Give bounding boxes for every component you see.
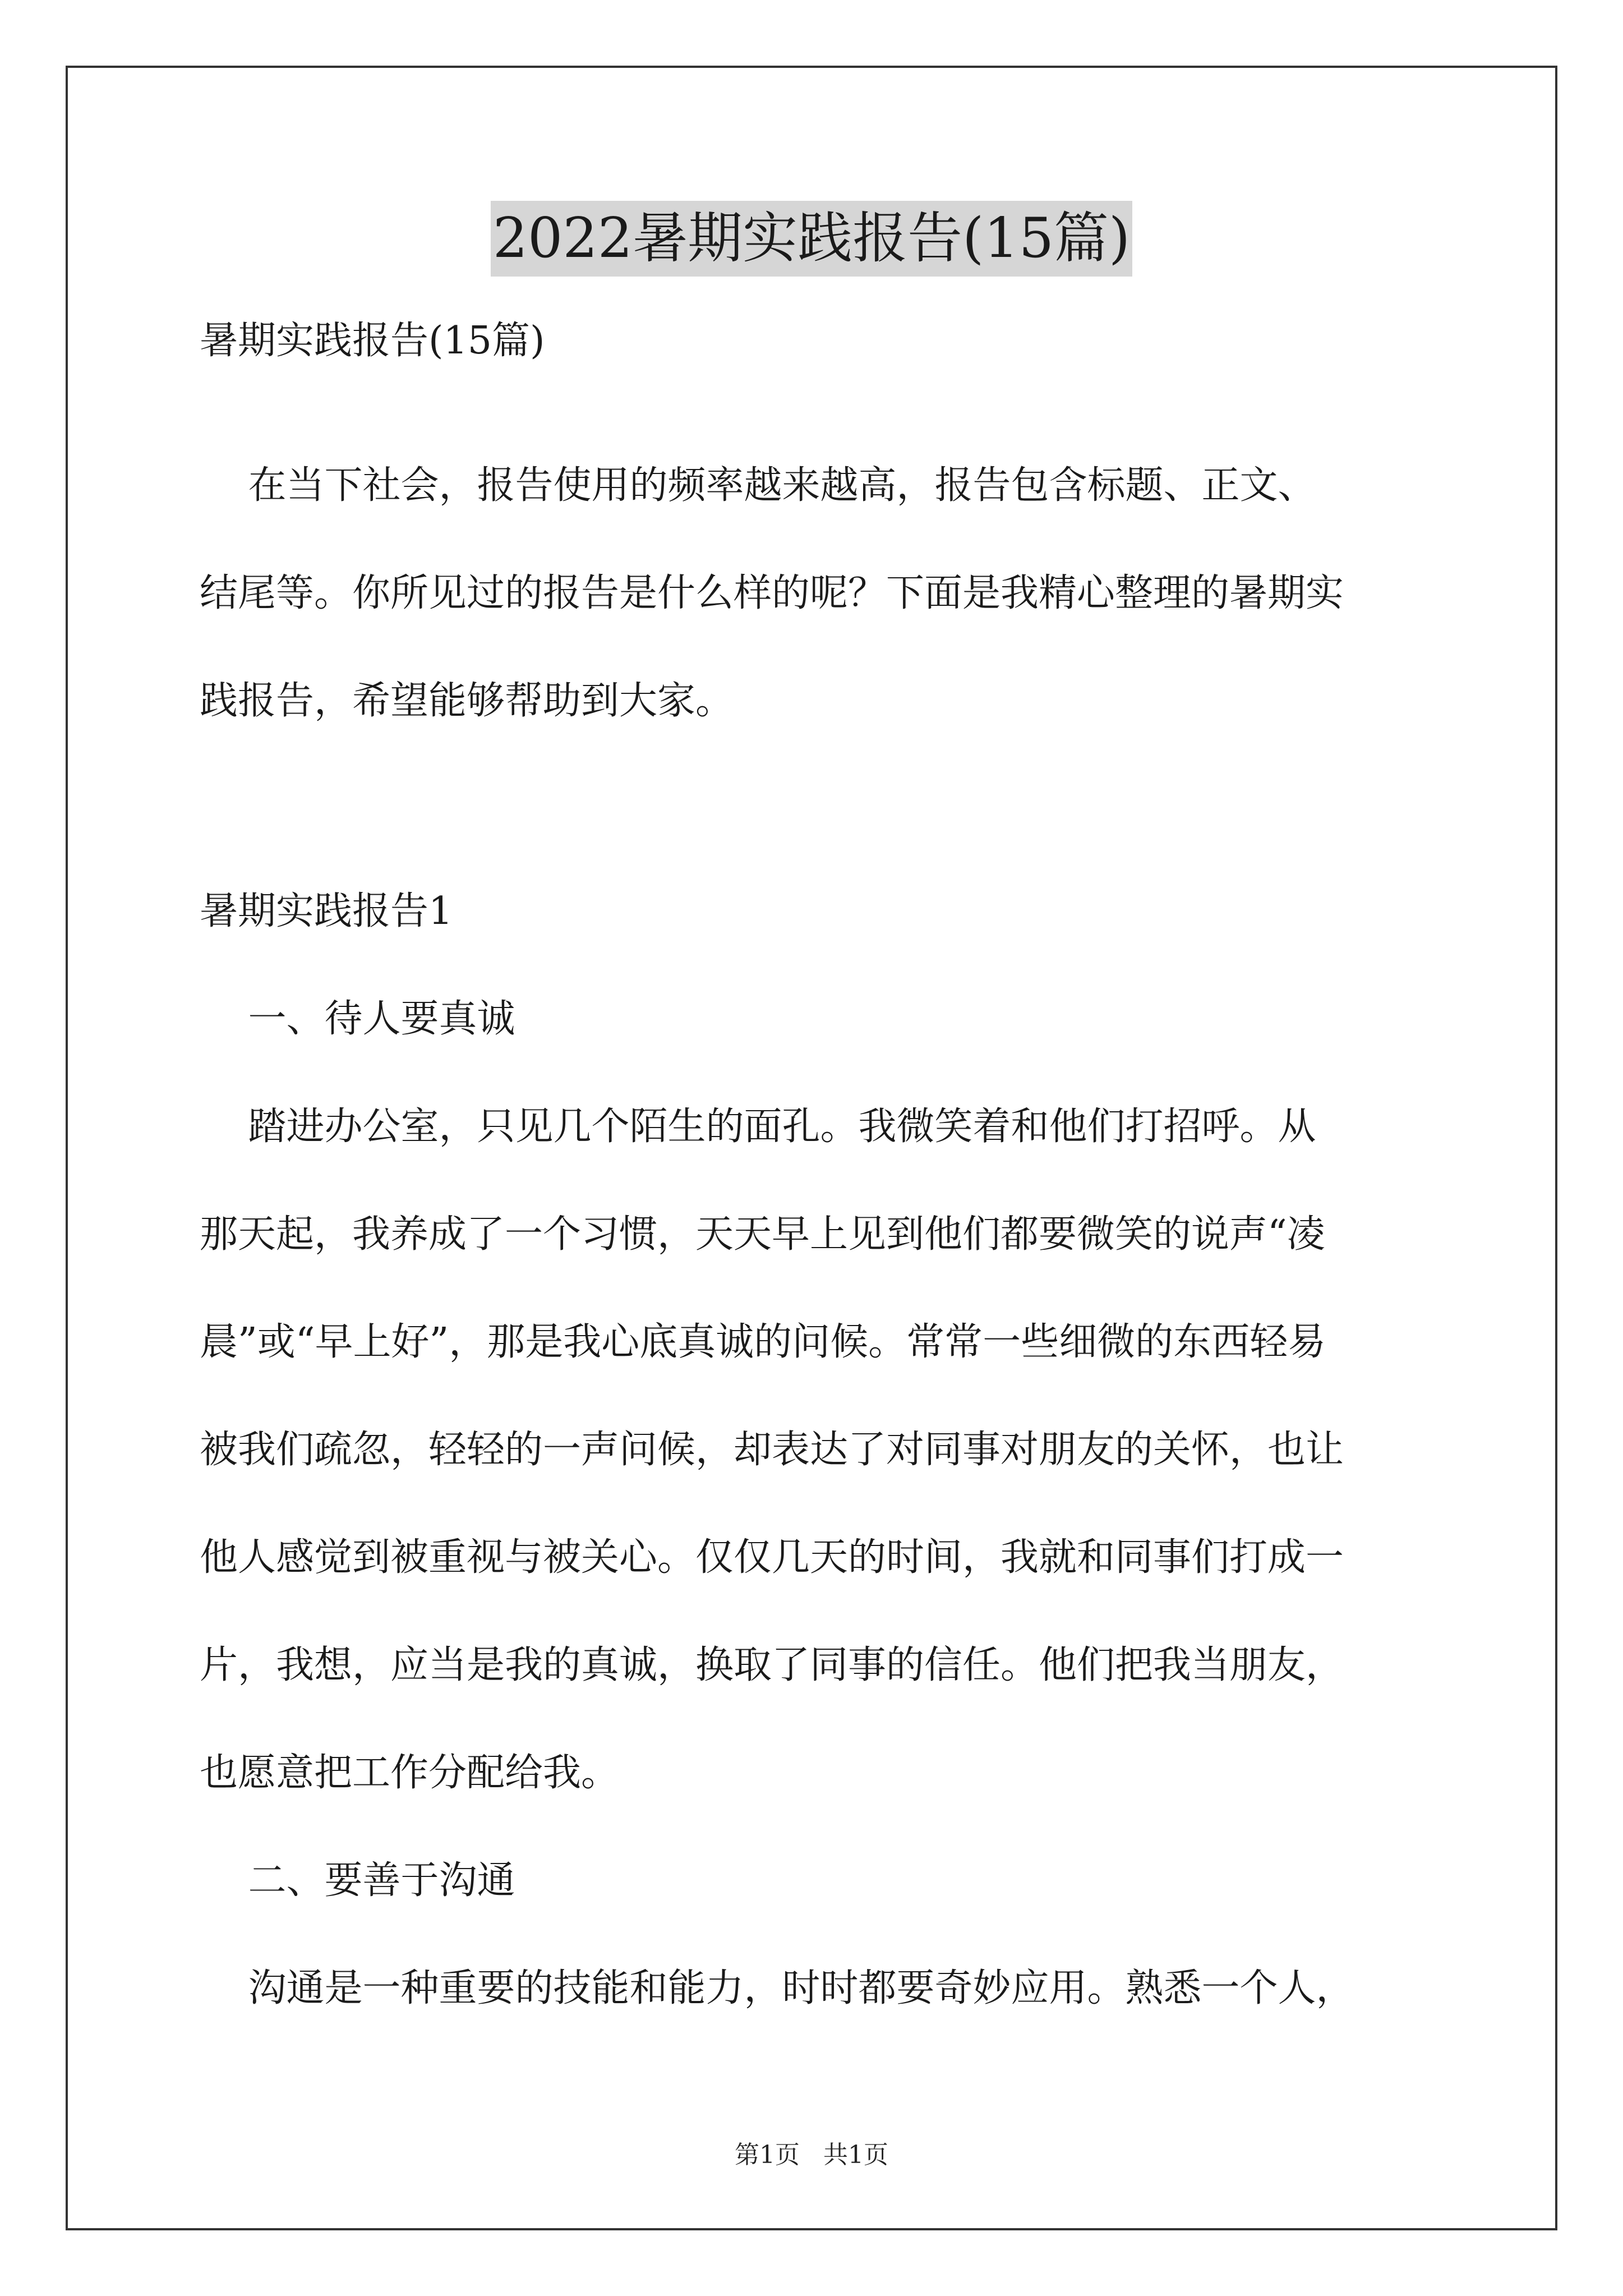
title-wrapper (0, 201, 1623, 277)
paragraph-line: 他人感觉到被重视与被关心。仅仅几天的时间，我就和同事们打成一 (200, 1535, 1344, 1580)
page-footer: 第1页 共1页 (735, 2141, 888, 2169)
paragraph-line: 片，我想，应当是我的真诚，换取了同事的信任。他们把我当朋友， (200, 1643, 1344, 1687)
subtitle-line: 暑期实践报告(15篇) (200, 319, 545, 363)
paragraph-line: 结尾等。你所见过的报告是什么样的呢？下面是我精心整理的暑期实 (200, 571, 1344, 615)
paragraph-line: 踏进办公室，只见几个陌生的面孔。我微笑着和他们打招呼。从 (200, 1105, 1316, 1149)
document-title: 2022暑期实践报告(15篇) (491, 201, 1133, 277)
paragraph-line: 被我们疏忽，轻轻的一声问候，却表达了对同事对朋友的关怀，也让 (200, 1428, 1344, 1472)
paragraph-line: 在当下社会，报告使用的频率越来越高，报告包含标题、正文、 (200, 463, 1316, 508)
subsection-heading: 一、待人要真诚 (200, 997, 515, 1041)
paragraph-line: 践报告，希望能够帮助到大家。 (200, 679, 734, 723)
section-heading: 暑期实践报告1 (200, 889, 453, 933)
paragraph-line: 沟通是一种重要的技能和能力，时时都要奇妙应用。熟悉一个人， (200, 1966, 1354, 2010)
subsection-heading: 二、要善于沟通 (200, 1858, 515, 1903)
paragraph-line: 那天起，我养成了一个习惯，天天早上见到他们都要微笑的说声“凌 (200, 1212, 1325, 1257)
paragraph-line: 晨”或“早上好”，那是我心底真诚的问候。常常一些细微的东西轻易 (200, 1320, 1326, 1364)
paragraph-line: 也愿意把工作分配给我。 (200, 1751, 620, 1795)
